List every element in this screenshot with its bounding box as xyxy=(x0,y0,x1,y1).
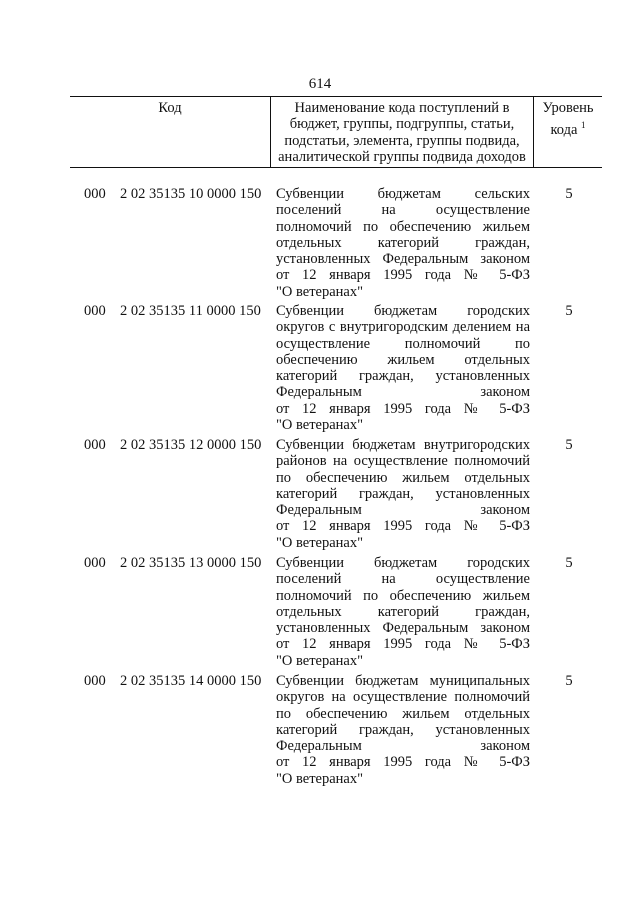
header-name-line: бюджет, группы, подгруппы, статьи, xyxy=(289,116,515,133)
header-name xyxy=(271,100,533,165)
revenue-name xyxy=(276,437,530,551)
revenue-code: 2 02 35135 12 0000 150 xyxy=(120,437,262,453)
page-number: 614 xyxy=(308,76,332,92)
revenue-name xyxy=(276,673,530,787)
name-line: "О ветеранах" xyxy=(276,534,364,551)
name-line: округов с внутригородским делением на xyxy=(276,319,530,336)
header-level xyxy=(534,100,602,139)
revenue-name xyxy=(276,303,530,433)
level-value: 5 xyxy=(565,186,573,202)
name-line: обеспечению жильем отдельных xyxy=(276,351,530,368)
admin-code: 000 xyxy=(84,437,106,453)
table-header xyxy=(70,96,602,168)
name-line: Федеральным законом xyxy=(276,384,530,401)
name-line: установленных Федеральным законом xyxy=(276,251,530,268)
admin-code: 000 xyxy=(84,555,106,571)
revenue-code: 2 02 35135 14 0000 150 xyxy=(120,673,262,689)
name-line: установленных Федеральным законом xyxy=(276,620,530,637)
name-line: полномочий по обеспечению жильем xyxy=(276,587,530,604)
name-line: полномочий по обеспечению жильем xyxy=(276,218,530,235)
name-line: отдельных категорий граждан, xyxy=(276,234,530,251)
name-line: по обеспечению жильем отдельных xyxy=(276,469,530,486)
name-line: поселений на осуществление xyxy=(276,202,530,219)
level-value: 5 xyxy=(565,437,573,453)
revenue-code: 2 02 35135 13 0000 150 xyxy=(120,555,262,571)
name-line: районов на осуществление полномочий xyxy=(276,453,530,470)
name-line: категорий граждан, установленных xyxy=(276,485,530,502)
name-line: осуществление полномочий по xyxy=(276,335,530,352)
name-line: Субвенции бюджетам сельских xyxy=(276,186,530,202)
revenue-name xyxy=(276,186,530,300)
header-level-line1: Уровень xyxy=(542,100,594,116)
level-value: 5 xyxy=(565,673,573,689)
name-line: по обеспечению жильем отдельных xyxy=(276,705,530,722)
header-level-line2: кода $^1$ xyxy=(550,120,586,138)
name-line: от 12 января 1995 года № 5-ФЗ xyxy=(276,754,530,771)
name-line: Субвенции бюджетам внутригородских xyxy=(276,437,530,453)
level-value: 5 xyxy=(565,303,573,319)
name-line: Субвенции бюджетам муниципальных xyxy=(276,673,530,689)
revenue-name xyxy=(276,555,530,669)
header-name-line: Наименование кода поступлений в xyxy=(294,100,510,116)
revenue-code: 2 02 35135 10 0000 150 xyxy=(120,186,262,202)
name-line: округов на осуществление полномочий xyxy=(276,689,530,706)
name-line: отдельных категорий граждан, xyxy=(276,603,530,620)
admin-code: 000 xyxy=(84,673,106,689)
name-line: от 12 января 1995 года № 5-ФЗ xyxy=(276,636,530,653)
name-line: категорий граждан, установленных xyxy=(276,721,530,738)
name-line: от 12 января 1995 года № 5-ФЗ xyxy=(276,267,530,284)
name-line: Субвенции бюджетам городских xyxy=(276,303,530,319)
name-line: Федеральным законом xyxy=(276,502,530,519)
name-line: категорий граждан, установленных xyxy=(276,368,530,385)
name-line: от 12 января 1995 года № 5-ФЗ xyxy=(276,400,530,417)
name-line: Субвенции бюджетам городских xyxy=(276,555,530,571)
name-line: "О ветеранах" xyxy=(276,283,364,300)
name-line: Федеральным законом xyxy=(276,738,530,755)
footnote-marker: 1 xyxy=(581,120,586,130)
revenue-code: 2 02 35135 11 0000 150 xyxy=(120,303,261,319)
header-name-line: аналитической группы подвида доходов xyxy=(278,148,526,165)
admin-code: 000 xyxy=(84,186,106,202)
name-line: "О ветеранах" xyxy=(276,417,364,434)
name-line: от 12 января 1995 года № 5-ФЗ xyxy=(276,518,530,535)
header-name-line: подстатьи, элемента, группы подвида, xyxy=(284,132,520,149)
name-line: "О ветеранах" xyxy=(276,770,364,787)
name-line: поселений на осуществление xyxy=(276,571,530,588)
level-value: 5 xyxy=(565,555,573,571)
admin-code: 000 xyxy=(84,303,106,319)
header-code: Код xyxy=(158,100,182,116)
name-line: "О ветеранах" xyxy=(276,652,364,669)
